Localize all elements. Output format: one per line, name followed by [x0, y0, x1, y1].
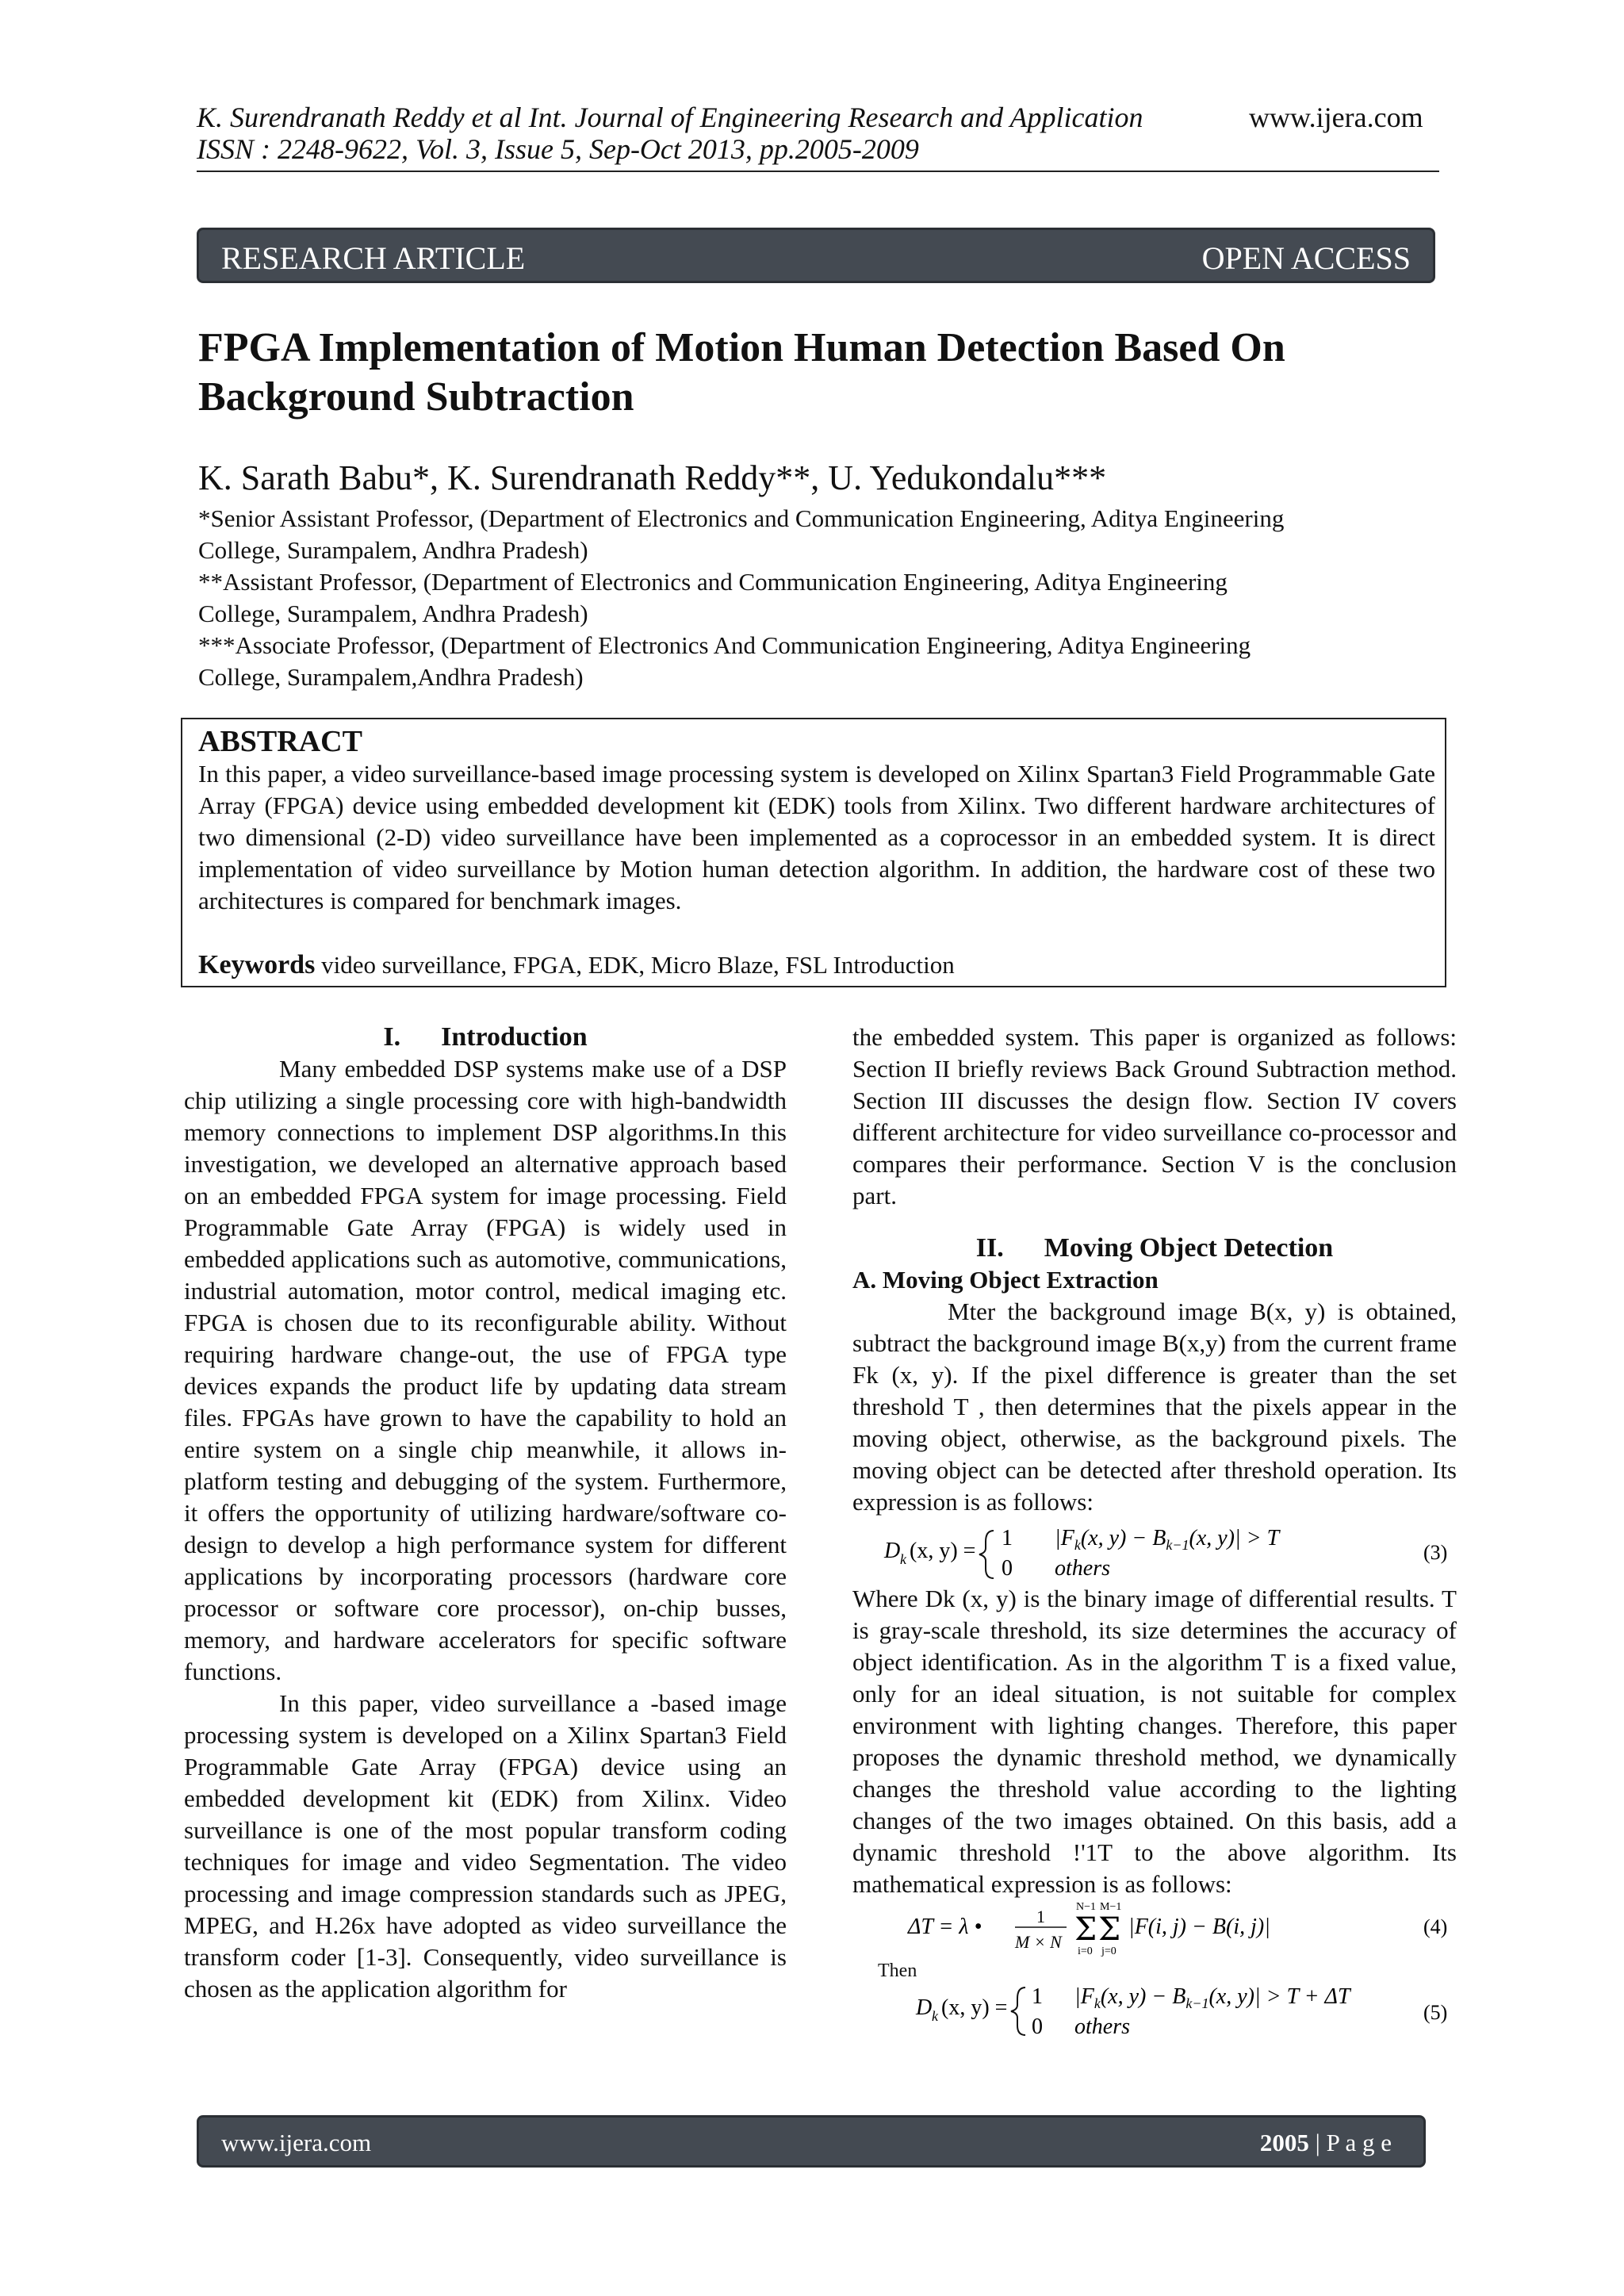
section-heading-introduction: I. Introduction — [383, 1022, 588, 1052]
eq3-sub: k — [900, 1551, 906, 1567]
affiliation-line: *Senior Assistant Professor, (Department of Electronics and Communication Engineering, Aditya Engineering — [198, 504, 1285, 532]
threshold-paragraph: Where Dk (x, y) is the binary image of differential results. T is gray-scale threshold, its size determines the accuracy of object identification. As in the algorithm T is a fixed value, only for an ideal situation, is not suitable for complex environment with lighting changes. Therefore, this paper proposes the dynamic threshold method, we dynamically changes the threshold value according to the lighting changes of the two images obtained. On this basis, add a dynamic threshold !'1T to the above algorithm. Its mathematical expression is as follows: — [852, 1585, 1457, 1898]
article-type-banner — [197, 228, 1435, 283]
then-label: Then — [878, 1961, 917, 1981]
affiliation-line: College, Surampalem, Andhra Pradesh) — [198, 600, 588, 627]
intro-paragraph-1: Many embedded DSP systems make use of a DSP chip utilizing a single processing core with high-bandwidth memory connections to implement DSP algorithms.In this investigation, we developed an alternative approach based on an embedded FPGA system for image processing. Field Programmable Gate Array (FPGA) is widely used in embedded applications such as automotive, communications, industrial automation, motor control, medical imaging etc. FPGA is chosen due to its reconfigurable ability. Without requiring hardware change-out, the use of FPGA type devices expands the product life by updating data stream files. FPGAs have grown to have the capability to hold an entire system on a single chip meanwhile, it allows in-platform testing and debugging of the system. Furthermore, it offers the opportunity of utilizing hardware/software co-design to develop a high performance system for different applications by incorporating processors (hardware core processor or software core processor), on-chip busses, memory, and hardware accelerators for specific software functions. — [184, 1055, 787, 1685]
journal-line: K. Surendranath Reddy et al Int. Journal of Engineering Research and Application — [197, 102, 1143, 133]
eq3-case2-val: 0 — [1002, 1556, 1013, 1581]
affiliation-line: **Assistant Professor, (Department of Electronics and Communication Engineering, Aditya Engineering — [198, 568, 1228, 596]
issn-line: ISSN : 2248-9622, Vol. 3, Issue 5, Sep-Oct 2013, pp.2005-2009 — [197, 133, 919, 165]
right-column — [852, 1022, 1457, 2041]
journal-site[interactable]: www.ijera.com — [1249, 102, 1423, 133]
equation-5 — [852, 1981, 1457, 2041]
affiliations — [198, 503, 1443, 693]
eq3-case2-cond: others — [1055, 1556, 1110, 1581]
eq4-denominator: M × N — [1015, 1932, 1062, 1952]
affiliation-line: College, Surampalem,Andhra Pradesh) — [198, 663, 584, 691]
eq4-sum-i: Σ — [1074, 1911, 1097, 1948]
affiliation-line: College, Surampalem, Andhra Pradesh) — [198, 536, 588, 564]
page-footer — [197, 2115, 1426, 2168]
eq4-number: (4) — [1423, 1915, 1448, 1938]
page-number-value: 2005 — [1259, 2129, 1309, 2156]
keywords-text: video surveillance, FPGA, EDK, Micro Blaze, FSL Introduction — [321, 951, 955, 979]
eq4-lhs: ΔT = λ • — [908, 1915, 982, 1939]
title-line-1: FPGA Implementation of Motion Human Detection Based On — [198, 325, 1285, 370]
equation-3-graphic — [852, 1518, 1457, 1583]
equation-3 — [852, 1518, 1457, 1583]
eq4-numerator: 1 — [1036, 1907, 1045, 1926]
equation-4-graphic — [852, 1900, 1457, 1961]
research-article-label: RESEARCH ARTICLE — [221, 240, 526, 276]
section-heading-moving-object-detection: II. Moving Object Detection — [975, 1233, 1334, 1263]
paper-title — [198, 324, 1435, 422]
eq4-sum-j-lower: j=0 — [1101, 1945, 1116, 1957]
eq5-case1-cond: $|F_k(x$, $y) - B_{k-1}(x$, y)| > T + ΔT — [1074, 1984, 1350, 2011]
eq3-case1-cond: $|F_k(x$, $y) - B_{k-1}(x$, y)| > T — [1055, 1526, 1280, 1553]
authors: K. Sarath Babu*, K. Surendranath Reddy**, U. Yedukondalu*** — [198, 458, 1107, 497]
eq5-brace — [1011, 1987, 1025, 2035]
eq3-brace — [979, 1531, 994, 1578]
eq5-sub: k — [932, 2008, 938, 2024]
equation-5-graphic — [852, 1981, 1457, 2041]
abstract-text: In this paper, a video surveillance-based image processing system is developed on Xilinx Spartan3 Field Programmable Gate Array (FPGA) device using embedded development kit (EDK) tools from Xilinx. Two different hardware architectures of two dimensional (2-D) video surveillance have been implemented as a coprocessor in an embedded system. It is direct implementation of video surveillance by Motion human detection algorithm. In addition, the hardware cost of these two architectures is compared for benchmark images. — [198, 760, 1435, 914]
abstract-heading: ABSTRACT — [198, 725, 362, 758]
eq5-case2-cond: others — [1074, 2014, 1130, 2039]
eq3-args: (x, y) = — [910, 1539, 976, 1563]
affiliation-line: ***Associate Professor, (Department of Electronics And Communication Engineering, Aditya Engineering — [198, 631, 1251, 659]
eq4-sum-j: Σ — [1098, 1911, 1121, 1948]
eq4-body: |F(i, j) − B(i, j)| — [1128, 1915, 1270, 1939]
equation-4 — [852, 1900, 1457, 1961]
eq4-sum-i-lower: i=0 — [1078, 1945, 1093, 1957]
eq5-lhs: D — [916, 1995, 933, 2020]
open-access-label: OPEN ACCESS — [1201, 240, 1411, 276]
eq4-sum-i-upper: N−1 — [1076, 1901, 1097, 1913]
left-column — [184, 1022, 787, 2005]
eq5-number: (5) — [1423, 2001, 1448, 2024]
eq3-number: (3) — [1423, 1541, 1448, 1564]
intro-paragraph-continued: the embedded system. This paper is organized as follows: Section II briefly reviews Back Ground Subtraction method. Section III discusses the design flow. Section IV covers different architecture for video surveillance co-processor and compares their performance. Section V is the conclusion part. — [852, 1023, 1457, 1209]
title-line-2: Background Subtraction — [198, 374, 634, 420]
eq4-sum-j-upper: M−1 — [1100, 1901, 1122, 1913]
eq3-case1-val: 1 — [1002, 1526, 1013, 1550]
keywords-line — [198, 949, 955, 981]
eq3-lhs: D — [884, 1539, 901, 1563]
eq5-case2-val: 0 — [1032, 2014, 1043, 2039]
page-number — [1260, 2129, 1392, 2157]
extraction-paragraph: Mter the background image B(x, y) is obtained, subtract the background image B(x,y) from the current frame Fk (x, y). If the pixel difference is greater than the set threshold T , then determines that the pixels appear in the moving object, otherwise, as the background pixels. The moving object can be detected after threshold operation. Its expression is as follows: — [852, 1297, 1457, 1516]
header-rule — [197, 171, 1439, 172]
keywords-label: Keywords — [198, 950, 316, 979]
page-label: | P a g e — [1308, 2129, 1392, 2156]
footer-site[interactable]: www.ijera.com — [221, 2129, 372, 2156]
eq5-case1-val: 1 — [1032, 1984, 1043, 2009]
eq5-args: (x, y) = — [941, 1995, 1008, 2020]
subsection-heading: A. Moving Object Extraction — [852, 1266, 1159, 1294]
intro-paragraph-2: In this paper, video surveillance a -based image processing system is developed on a Xilinx Spartan3 Field Programmable Gate Array (FPGA) device using an embedded development kit (EDK) from Xilinx. Video surveillance is one of the most popular transform coding techniques for image and video Segmentation. The video processing and image compression standards such as JPEG, MPEG, and H.26x have adopted as video surveillance the transform coder [1-3]. Consequently, video surveillance is chosen as the application algorithm for — [184, 1689, 787, 2003]
